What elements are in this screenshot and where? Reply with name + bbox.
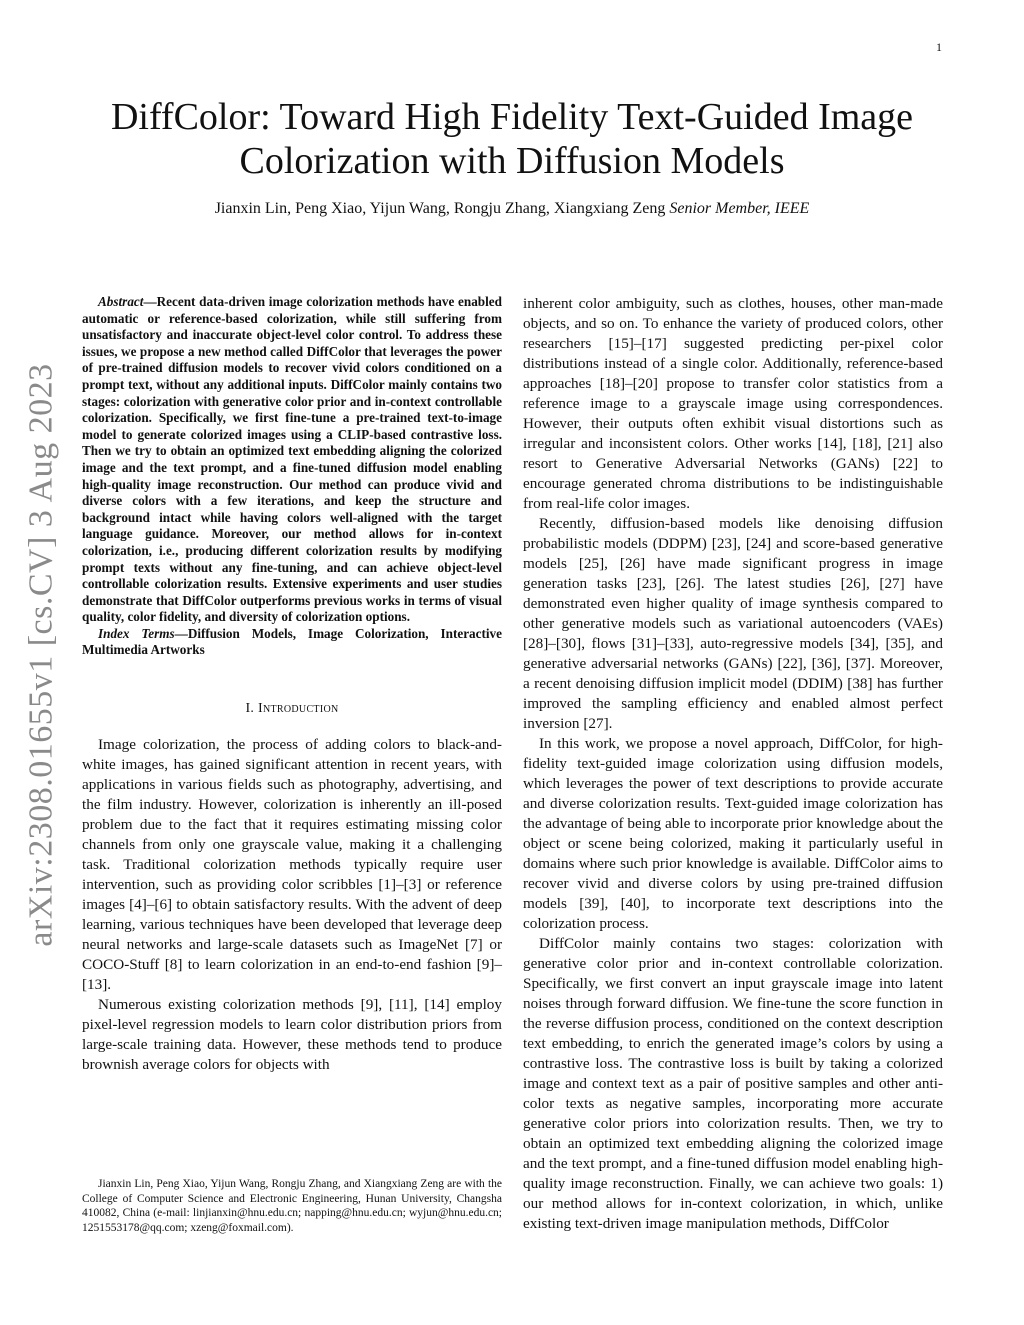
body-paragraph: Recently, diffusion-based models like denoising diffusion probabilistic models (DDPM) [23], [24] and score-based generative models [25], [26] have made significant progress in image generation tasks [23], [26]. The latest studies [26], [27] have demonstrated even higher quality of image synthesis compared to other generative models such as variational autoencoders (VAEs) [28]–[30], flows [31]–[33], auto-regressive models [34], [35], and generative adversarial networks (GANs) [22], [36], [37]. Moreover, a recent denoising diffusion implicit model (DDIM) [38] has further improved the sampling efficiency and enabled almost perfect inversion [27]. (523, 515, 943, 732)
paper-title: DiffColor: Toward High Fidelity Text-Guided Image Colorization with Diffusion Models (110, 96, 914, 182)
left-column (82, 294, 502, 1075)
body-paragraph: DiffColor mainly contains two stages: colorization with generative color prior and in-context controllable colorization. Specifically, we first convert an input grayscale image into latent noises through forward diffusion. We fine-tune the score function in the reverse diffusion process, conditioned on the context description text embedding, to enrich the generated image’s colors by using a contrastive loss. The contrastive loss is built by taking a colorized image and context text as a pair of positive samples and other anti-color texts as negative samples, incorporating more accurate generative color priors into colorization results. Then, we try to obtain an optimized text embedding aligning the colorized image and the text prompt, and a fine-tuned diffusion model enabling high-quality image reconstruction. Finally, we can achieve two goals: 1) our method allows for in-context colorization, in which, unlike existing text-driven image manipulation methods, DiffColor (523, 935, 943, 1232)
index-terms-text: —Diffusion Models, Image Colorization, Interactive Multimedia Artworks (82, 625, 502, 658)
abstract-label: Abstract (98, 294, 144, 309)
section-heading (82, 699, 502, 719)
arxiv-stamp (20, 350, 64, 960)
right-column (523, 294, 943, 1234)
index-terms-label: Index Terms (98, 625, 175, 641)
body-paragraph: Numerous existing colorization methods [9], [11], [14] employ pixel-level regression models to learn color distribution priors from large-scale training data. However, these methods tend to produce brownish average colors for objects with (82, 996, 502, 1074)
body-paragraph: inherent color ambiguity, such as clothes, houses, other man-made objects, and so on. To enhance the variety of produced colors, other researchers [15]–[17] suggested predicting per-pixel color distributions instead of a single color. Additionally, reference-based approaches [18]–[20] propose to transfer color statistics from a reference image to a grayscale image using correspondences. However, their outputs often exhibit visual distortions such as irregular and inconsistent colors. Other works [14], [18], [21] also resort to Generative Adversarial Networks (GANs) [22] to encourage generated chroma distributions to be indistinguishable from real-life color images. (523, 295, 943, 512)
author-footnote: Jianxin Lin, Peng Xiao, Yijun Wang, Rongju Zhang, and Xiangxiang Zeng are with the College of Computer Science and Electronic Engineering, Hunan University, Changsha 410082, China (e-mail: linjianxin@hnu.edu.cn; napping@hnu.edu.cn; wyjun@hnu.edu.cn; 1251553178@qq.com; xzeng@foxmail.com). (82, 1178, 502, 1234)
abstract (82, 294, 502, 626)
arxiv-stamp-text: arXiv:2308.01655v1 [cs.CV] 3 Aug 2023 (23, 363, 60, 947)
body-paragraph: In this work, we propose a novel approach, DiffColor, for high-fidelity text-guided image colorization using diffusion models, which leverages the power of text descriptions to provide accurate and diverse colorization results. Text-guided image colorization has the advantage of being able to incorporate prior knowledge about the object or scene being colorized, making it particularly useful in domains where such prior knowledge is available. DiffColor aims to recover vivid and diverse colors by using pre-trained diffusion models [39], [40], to incorporate text descriptions into the colorization process. (523, 735, 943, 932)
author-line (60, 200, 964, 218)
author-role: Senior Member, IEEE (669, 200, 810, 217)
section-title: Introduction (258, 701, 339, 717)
body-paragraph: Image colorization, the process of adding colors to black-and-white images, has gained significant attention in recent years, with applications in various fields such as photography, advertising, and the film industry. However, colorization is inherently an ill-posed problem due to the fact that it requires estimating missing color channels from only one grayscale value, making it a challenging task. Traditional colorization methods typically require user intervention, such as providing color scribbles [1]–[3] or reference images [4]–[6] to obtain satisfactory results. With the advent of deep learning, various techniques have been developed that leverage deep neural networks and large-scale datasets such as ImageNet [7] or COCO-Stuff [8] to learn colorization in an end-to-end fashion [9]–[13]. (82, 736, 502, 994)
page-number: 1 (936, 40, 942, 54)
section-number: I. (245, 701, 259, 717)
index-terms (82, 626, 502, 659)
abstract-text: —Recent data-driven image colorization methods have enabled automatic or reference-based colorization, while still suffering from unsatisfactory and inaccurate object-level color control. To address these issues, we propose a new method called DiffColor that leverages the power of pre-trained diffusion models to recover vivid colors conditioned on a prompt text, without any additional inputs. DiffColor mainly contains two stages: colorization with generative color prior and in-context controllable colorization. Specifically, we first fine-tune a pre-trained text-to-image model to generate colorized images using a CLIP-based contrastive loss. Then we try to obtain an optimized text embedding aligning the colorized image and the text prompt, and a fine-tuned diffusion model enabling high-quality image reconstruction. Our method can produce vivid and diverse colors with a few iterations, and keep the structure and background intact while having colors well-aligned with the target language guidance. Moreover, our method allows for in-context colorization, i.e., producing different colorization results by modifying prompt texts without any fine-tuning, and can achieve object-level controllable colorization results. Extensive experiments and user studies demonstrate that DiffColor outperforms previous works in terms of visual quality, color fidelity, and diversity of colorization options. (82, 294, 502, 625)
author-names: Jianxin Lin, Peng Xiao, Yijun Wang, Rongju Zhang, Xiangxiang Zeng (214, 200, 666, 217)
